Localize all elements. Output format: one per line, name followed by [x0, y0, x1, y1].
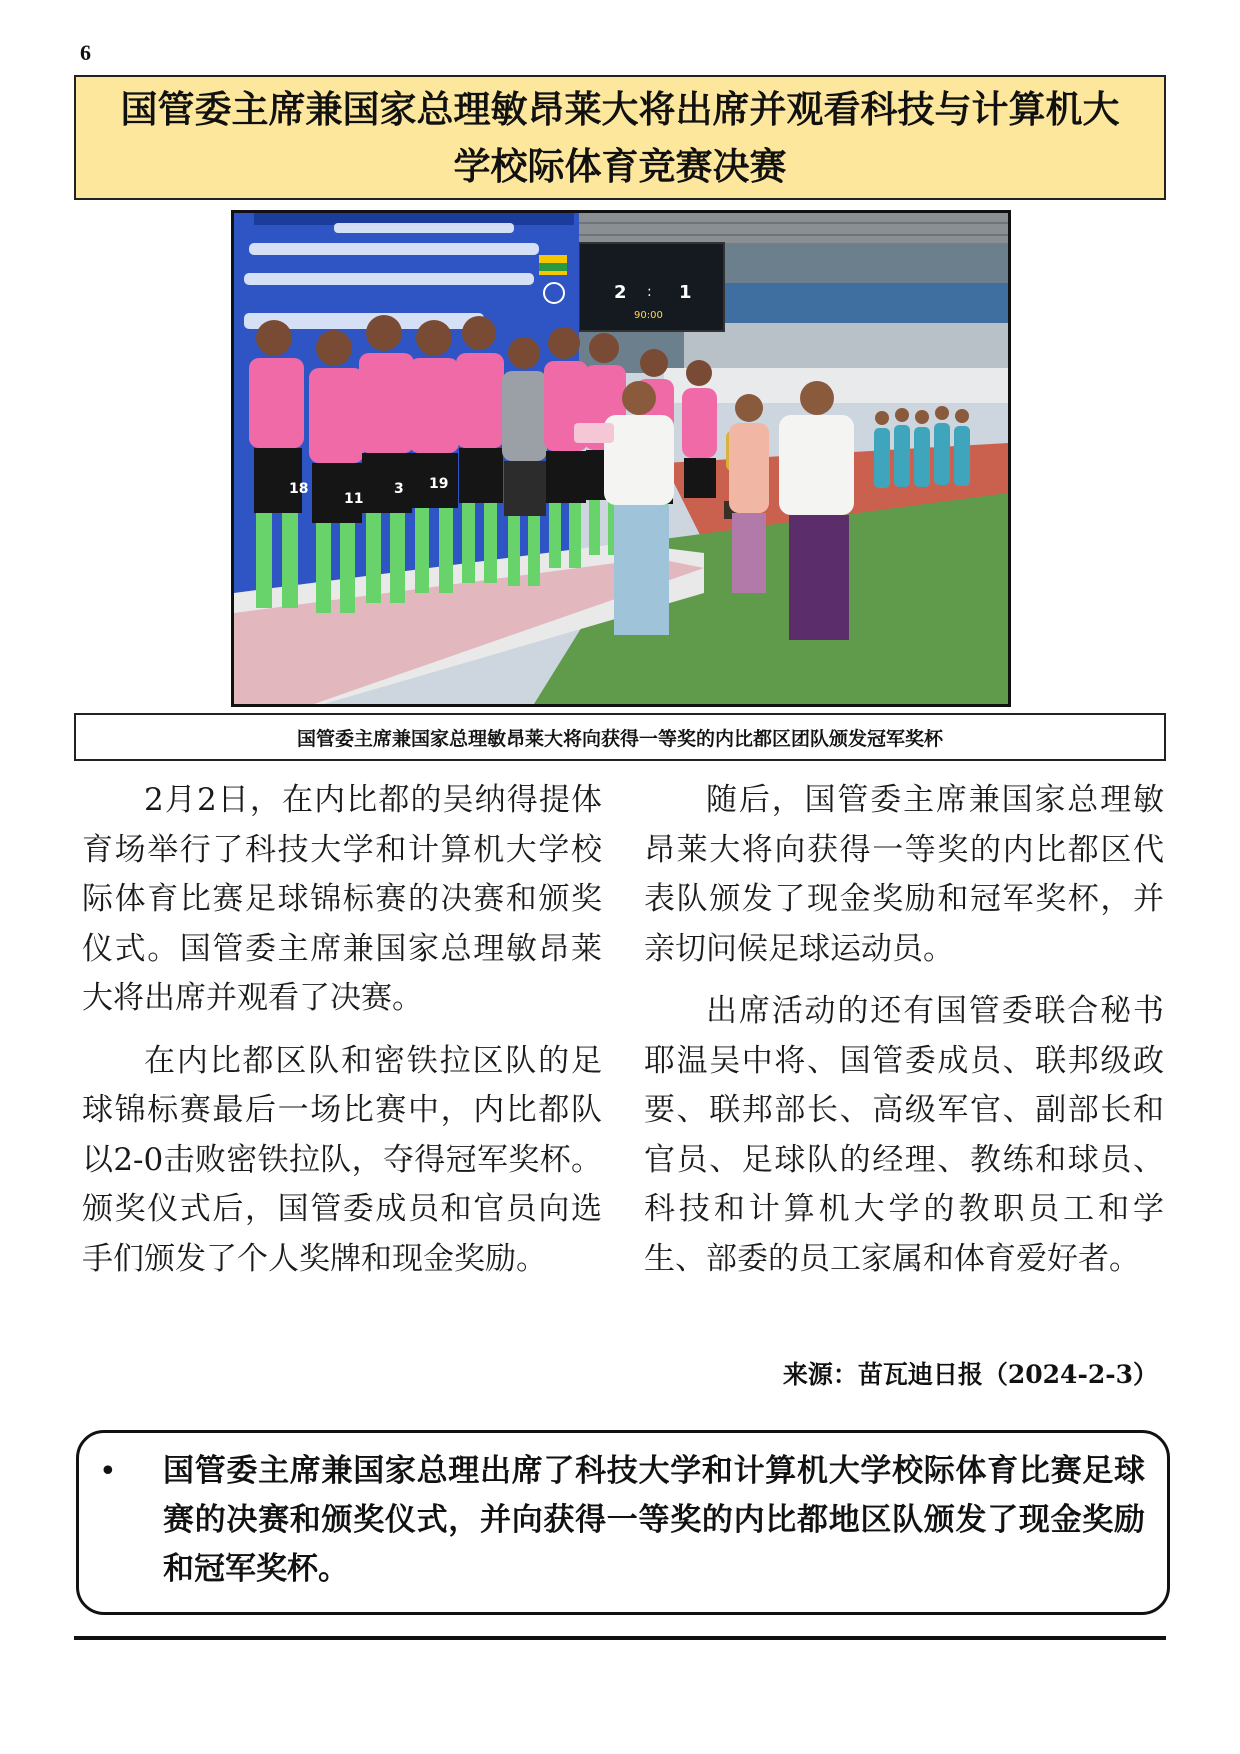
article-paragraph: 随后，国管委主席兼国家总理敏昂莱大将向获得一等奖的内比都区代表队颁发了现金奖励和冠军奖杯，并亲切问候足球运动员。 [644, 782, 1164, 967]
summary-text: 国管委主席兼国家总理出席了科技大学和计算机大学校际体育比赛足球赛的决赛和颁奖仪式，并向获得一等奖的内比都地区队颁发了现金奖励和冠军奖杯。 [163, 1453, 1145, 1587]
article-paragraph: 2月2日，在内比都的吴纳得提体育场举行了科技大学和计算机大学校际体育比赛足球锦标赛的决赛和颁奖仪式。国管委主席兼国家总理敏昂莱大将出席并观看了决赛。 [82, 782, 602, 1016]
official-figure [779, 381, 854, 640]
scoreboard-time: 90:00 [634, 310, 663, 321]
jersey-number: 18 [289, 481, 309, 497]
caption-text: 国管委主席兼国家总理敏昂莱大将向获得一等奖的内比都区团队颁发冠军奖杯 [296, 727, 943, 750]
page-number: 6 [80, 40, 91, 65]
bullet-icon: • [99, 1454, 117, 1489]
scoreboard-separator: : [647, 284, 652, 300]
headline: 国管委主席兼国家总理敏昂莱大将出席并观看科技与计算机大学校际体育竞赛决赛 [120, 87, 1120, 188]
article-column-left [82, 776, 602, 1297]
summary-box [76, 1430, 1170, 1615]
source-citation: 来源：苗瓦迪日报（2024-2-3） [782, 1360, 1158, 1389]
jersey-number: 11 [344, 491, 364, 507]
article-column-right [644, 776, 1164, 1297]
article-paragraph: 出席活动的还有国管委联合秘书耶温吴中将、国管委成员、联邦级政要、联邦部长、高级军官、副部长和官员、足球队的经理、教练和球员、科技和计算机大学的教职员工和学生、部委的员工家属和体育爱好者。 [644, 993, 1164, 1277]
award-ceremony-photo [231, 210, 1011, 707]
bottom-divider [74, 1636, 1166, 1640]
jersey-number: 19 [429, 476, 449, 492]
photo-caption [74, 713, 1166, 761]
headline-box [74, 75, 1166, 200]
article-paragraph: 在内比都区队和密铁拉区队的足球锦标赛最后一场比赛中，内比都队以2-0击败密铁拉队，夺得冠军奖杯。颁奖仪式后，国管委成员和官员向选手们颁发了个人奖牌和现金奖励。 [82, 1042, 602, 1277]
scoreboard-home: 2 [614, 282, 627, 303]
jersey-number: 3 [394, 481, 404, 497]
photo-illustration [234, 213, 1008, 704]
scoreboard-away: 1 [679, 282, 692, 303]
